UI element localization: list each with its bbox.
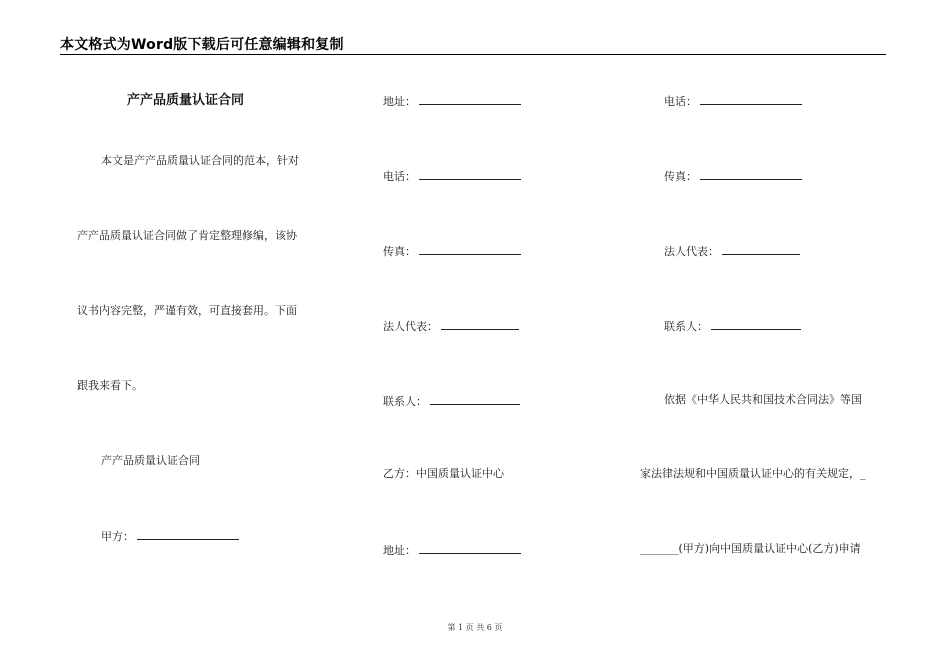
fax-label: 传真： [383,245,416,258]
contract-subtitle: 产产品质量认证合同 [101,454,200,467]
body-line-1: 依据《中华人民共和国技术合同法》等国 [664,393,862,406]
fax-row [383,243,521,259]
body-line-3: _______(甲方)向中国质量认证中心(乙方)申请 [640,542,861,555]
phone-row [383,168,521,184]
b-fax-label: 传真： [664,170,697,183]
body-line-2: 家法律法规和中国质量认证中心的有关规定，_ [640,467,866,480]
b-legal-rep-row [664,243,800,259]
page-number: 第 1 页 共 6 页 [447,623,503,632]
address-row [383,93,521,109]
paragraph-line-2: 产产品质量认证合同做了肯定整理修编，该协 [77,229,297,242]
phone-label: 电话： [383,170,416,183]
b-phone-label: 电话： [664,95,697,108]
phone-blank [419,168,521,180]
paragraph-line-4: 跟我来看下。 [77,379,143,392]
address-label: 地址： [383,95,416,108]
address2-blank [419,542,521,554]
b-fax-blank [700,168,802,180]
document-title: 产产品质量认证合同 [127,93,245,108]
header-divider [60,54,886,55]
contact-label: 联系人： [383,395,427,408]
b-legal-rep-label: 法人代表： [664,245,719,258]
b-phone-row [664,93,802,109]
legal-rep-row [383,318,519,334]
contact-row [383,393,520,409]
b-contact-row [664,318,801,334]
party-b-row: 乙方：中国质量认证中心 [383,467,504,480]
fax-blank [419,243,521,255]
b-contact-label: 联系人： [664,320,708,333]
b-legal-rep-blank [722,243,800,255]
header-notice: 本文格式为Word版下载后可任意编辑和复制 [60,37,344,53]
address2-row [383,542,521,558]
party-a-label: 甲方： [101,530,134,543]
b-fax-row [664,168,802,184]
address2-label: 地址： [383,544,416,557]
legal-rep-label: 法人代表： [383,320,438,333]
paragraph-line-3: 议书内容完整，严谨有效，可直接套用。下面 [77,304,297,317]
b-contact-blank [711,318,801,330]
contact-blank [430,393,520,405]
b-phone-blank [700,93,802,105]
address-blank [419,93,521,105]
legal-rep-blank [441,318,519,330]
party-a-blank [137,528,239,540]
paragraph-line-1: 本文是产产品质量认证合同的范本，针对 [101,154,299,167]
party-a-row [101,528,239,544]
